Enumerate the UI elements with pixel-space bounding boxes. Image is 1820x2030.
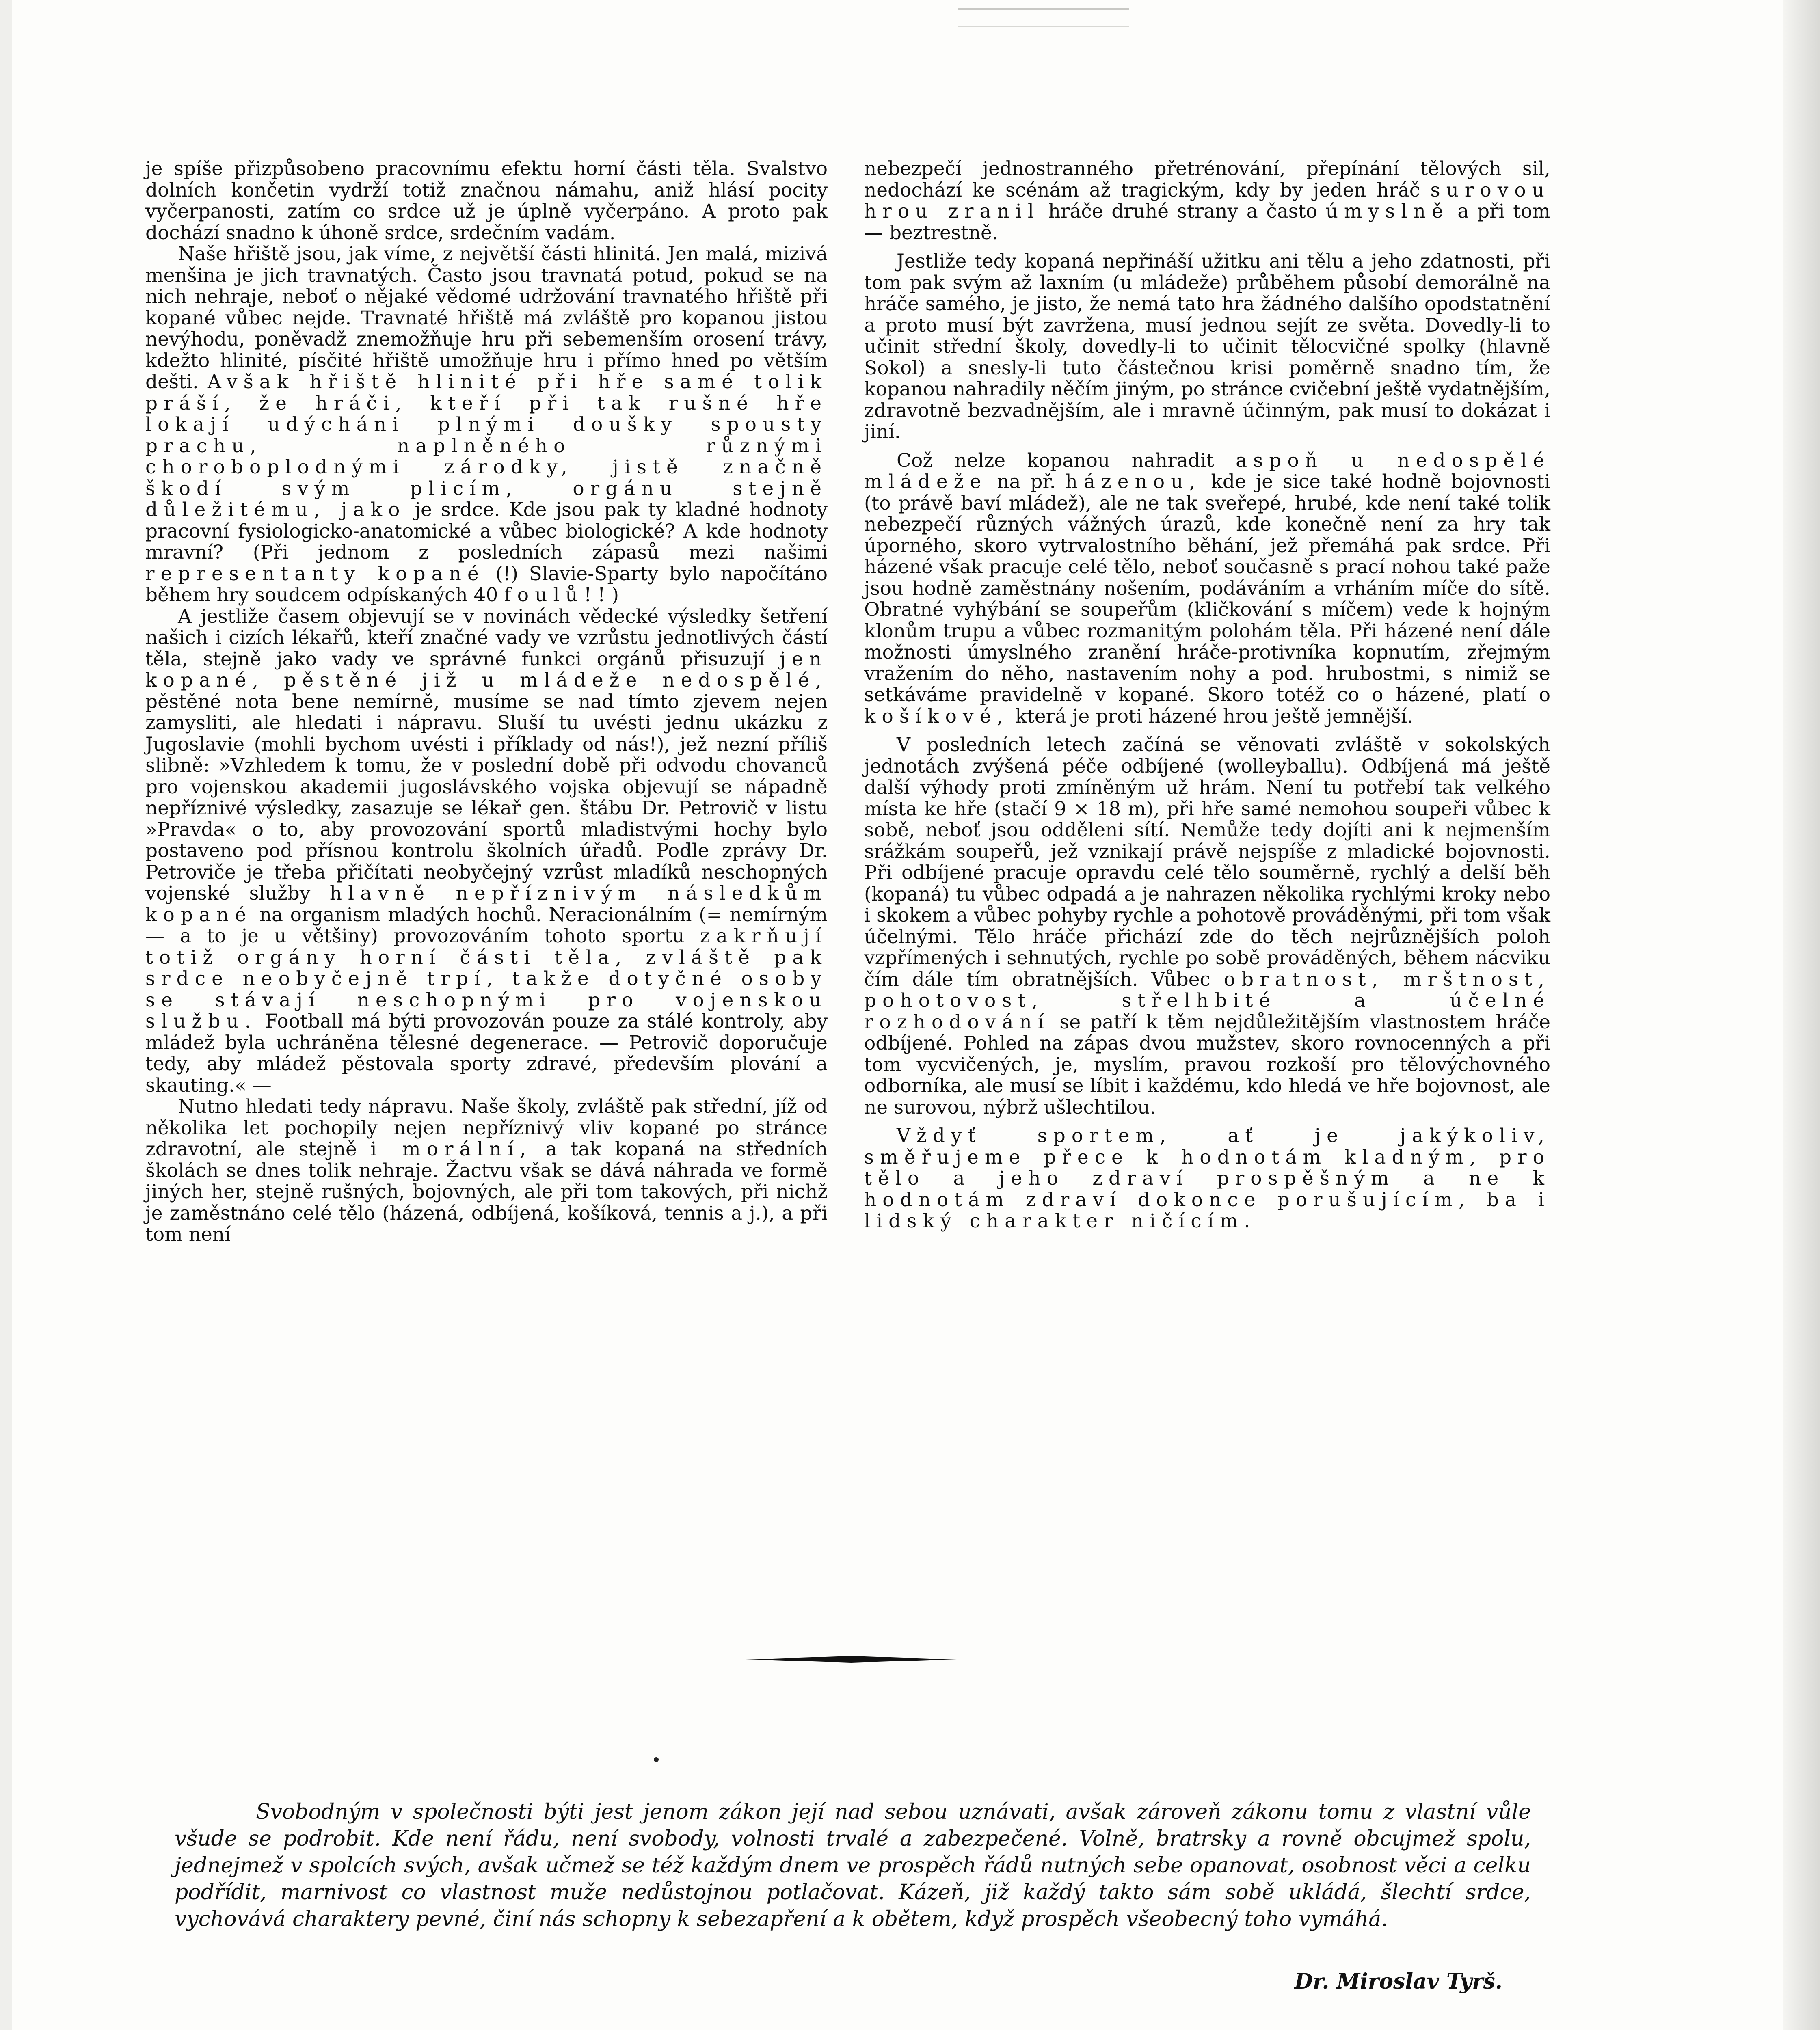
- emphasis-spaced: jen kopané, pěstěné již u mládeže nedospělé,: [145, 648, 828, 691]
- paragraph: A jestliže časem objevují se v novinách vědecké výsledky šetření našich i cizích lékařů, kteří značné vady ve vzrůstu jednotlivých částí těla, stejně jako vady ve správné funkci orgánů přisuzují jen kopané, pěstěné již u mládeže nedospělé, pěstěné nota bene nemírně, musíme se nad tímto zjevem nejen zamysliti, ale hledati i nápravu. Sluší tu uvésti jednu ukázku z Jugoslavie (mohli bychom uvésti i příklady od nás!), jež nezní příliš slibně: »Vzhledem k tomu, že v poslední době při odvodu chovanců pro vojenskou akademii jugoslávského vojska objevují se nápadně nepříznivé výsledky, zasazuje se lékař gen. štábu Dr. Petrovič v listu »Pravda« o to, aby provozování sportů mladistvými hochy bylo postaveno pod přísnou kontrolu školních úřadů. Podle zprávy Dr. Petroviče je třeba přičítati neobyčejný vzrůst mladíků neschopných vojenské služby hlavně nepříznivým následkům kopané na organism mladých hochů. Neracionálním (= nemírným — a to je u většiny) provozováním tohoto sportu zakrňují totiž orgány horní části těla, zvláště pak srdce neobyčejně trpí, takže dotyčné osoby se stávají neschopnými pro vojenskou službu. Football má býti provozován pouze za stálé kontroly, aby mládež byla uchráněna tělesné degenerace. — Petrovič doporučuje tedy, aby mládež pěstovala sporty zdravé, především plování a skauting.« —: [145, 605, 828, 1097]
- tyrs-quote: Svobodným v společnosti býti jest jenom zákon její nad sebou uznávati, avšak zároveň zákonu tomu z vlastní vůle všude se podrobit. Kde není řádu, není svobody, volnosti trvalé a zabezpečené. Volně, bratrsky a rovně obcujmež spolu, jednejmež v spolcích svých, avšak učmež se též každým dnem ve prospěch řádů nutných sebe opanovat, osobnost věci a celku podřídit, marnivost co vlastnost muže nedůstojnou potlačovat. Kázeň, již každý takto sám sobě ukládá, šlechtí srdce, vychovává charaktery pevné, činí nás schopny k sebezapření a k obětem, když prospěch všeobecný toho vymáhá.: [175, 1800, 1531, 1931]
- emphasis-spaced: aspoň u nedospělé mládeže: [864, 449, 1550, 493]
- emphasis-spaced: surovou hrou zranil: [864, 179, 1550, 222]
- paragraph: nebezpečí jednostranného přetrénování, přepínání tělových sil, nedochází ke scénám až tragickým, kdy by jeden hráč surovou hrou zranil hráče druhé strany a často úmyslně a při tom — beztrestně.: [864, 158, 1550, 244]
- emphasis-spaced: házenou,: [1065, 471, 1202, 493]
- scan-mark: [958, 8, 1129, 27]
- emphasis-spaced: Avšak hřiště hlinité při hře samé tolik práší, že hráči, kteří při tak rušné hře lokají udýcháni plnými doušky spousty prachu, naplněného různými choroboplodnými zárodky, jistě značně škodí svým plicím, orgánu stejně důležitému, jako: [145, 371, 828, 521]
- right-column: [864, 158, 1550, 1232]
- quote-author: Dr. Miroslav Tyrš.: [1294, 1969, 1502, 1994]
- paragraph: V posledních letech začíná se věnovati zvláště v sokolských jednotách zvýšená péče odbíjené (wolleyballu). Odbíjená má ještě další výhody proti zmíněným už hrám. Není tu potřebí tak velkého místa ke hře (stačí 9 × 18 m), při hře samé nemohou soupeři vůbec k sobě, neboť jsou odděleni sítí. Nemůže tedy dojíti ani k nejmenším srážkám soupeřů, jež vznikají právě nejspíše z mladické bojovnosti. Při odbíjené pracuje opravdu celé tělo souměrně, rychlý a delší běh (kopaná) tu vůbec odpadá a je nahrazen několika rychlými kroky nebo i skokem a vůbec pohyby rychle a pohotově prováděnými, při tom však účelnými. Tělo hráče přichází zde do těch nejrůznějších poloh vzpřímených i sehnutých, rychle po sobě prováděných, během nácviku čím dále tím obratnějších. Vůbec obratnost, mrštnost, pohotovost, střelhbité a účelné rozhodování se patří k těm nejdůležitějším vlastnostem hráče odbíjené. Pohled na zápas dvou mužstev, skoro rovnocenných a při tom vycvičených, je, myslím, pravou rozkoší pro tělovýchovného odborníka, ale musí se líbit i každému, kdo hledá ve hře bojovnost, ale ne surovou, nýbrž ušlechtilou.: [864, 734, 1550, 1119]
- paragraph: je spíše přizpůsobeno pracovnímu efektu horní části těla. Svalstvo dolních končetin vydrží totiž značnou námahu, aniž hlásí pocity vyčerpanosti, zatím co srdce už je úplně vyčerpáno. A proto pak dochází snadno k úhoně srdce, srdečním vadám.: [145, 158, 828, 244]
- page-edge-left: [0, 0, 12, 2030]
- emphasis-spaced: representanty kopané: [145, 562, 485, 585]
- emphasis-spaced: zakrňují totiž orgány horní části těla, zvláště pak srdce neobyčejně trpí, takže dotyčné osoby se stávají neschopnými pro vojenskou službu.: [145, 925, 828, 1032]
- emphasis-spaced: i morální,: [370, 1138, 532, 1160]
- page-edge-right: [1783, 0, 1820, 2030]
- decorative-dot: [654, 1757, 659, 1762]
- paragraph: Nutno hledati tedy nápravu. Naše školy, zvláště pak střední, jíž od několika let pochopily nejen nepříznivý vliv kopané po stránce zdravotní, ale stejně i morální, a tak kopaná na středních školách se dnes tolik nehraje. Žactvu však se dává náhrada ve formě jiných her, stejně rušných, bojovných, ale při tom takových, při nichž je zaměstnáno celé tělo (házená, odbíjená, košíková, tennis a j.), a při tom není: [145, 1095, 828, 1246]
- emphasis-spaced: hlavně nepříznivým následkům kopané: [145, 882, 828, 926]
- paragraph: [864, 1125, 1550, 1232]
- section-divider: [746, 1655, 957, 1664]
- paragraph: Jestliže tedy kopaná nepřináší užitku ani tělu a jeho zdatnosti, při tom pak svým až laxním (u mládeže) průběhem působí demorálně na hráče samého, je jisto, že nemá tato hra žádného dalšího opodstatnění a proto musí být zavržena, musí jednou sejít ze světa. Dovedly-li to učinit střední školy, dovedly-li to učinit tělocvičné spolky (hlavně Sokol) a snesly-li tuto částečnou krisi poměrně snadno tím, že kopanou nahradily něčím jiným, po stránce cvičební ještě vydatnějším, zdravotně bezvadnějším, ale i mravně účinným, pak musí to dokázat i jiní.: [864, 250, 1550, 443]
- paragraph: Naše hřiště jsou, jak víme, z největší části hlinitá. Jen malá, mizivá menšina je jich travnatých. Často jsou travnatá potud, pokud se na nich nehraje, neboť o nějaké vědomé udržování travnatého hřiště při kopané vůbec nejde. Travnaté hřiště má zvláště pro kopanou jistou nevýhodu, poněvadž znemožňuje hru při sebemenším orosení trávy, kdežto hlinité, písčité hřiště umožňuje hru i přímo hned po větším dešti. Avšak hřiště hlinité při hře samé tolik práší, že hráči, kteří při tak rušné hře lokají udýcháni plnými doušky spousty prachu, naplněného různými choroboplodnými zárodky, jistě značně škodí svým plicím, orgánu stejně důležitému, jako je srdce. Kde jsou pak ty kladné hodnoty pracovní fysiologicko-anatomické a vůbec biologické? A kde hodnoty mravní? (Při jednom z posledních zápasů mezi našimi representanty kopané (!) Slavie-Sparty bylo napočítáno během hry soudcem odpískaných 40 foulů!!): [145, 243, 828, 606]
- paragraph: Což nelze kopanou nahradit aspoň u nedospělé mládeže na př. házenou, kde je sice také hodně bojovnosti (to právě baví mládež), ale ne tak sveřepé, hrubé, kde není také tolik nebezpečí různých vážných úrazů, kde konečně není za hry tak úporného, skoro vytrvalostního běhání, jež přemáhá pak srdce. Při házené však pracuje celé tělo, neboť současně s prací nohou také paže jsou hodně zaměstnány nošením, podáváním a vrháním míče do sítě. Obratné vyhýbání se soupeřům (kličkování s míčem) vede k hojným klonům trupu a vůbec rozmanitým polohám těla. Při házené není dále možnosti úmyslného zranění hráče-protivníka kopnutím, zřejmým vražením do něho, nastavením nohy a pod. hrubostmi, s nimiž se setkáváme pravidelně v kopané. Skoro totéž co o házené, platí o košíkové, která je proti házené hrou ještě jemnější.: [864, 449, 1550, 728]
- emphasis-spaced: úmyslně: [1325, 200, 1449, 222]
- emphasis-spaced: košíkové,: [864, 705, 1009, 728]
- emphasis-spaced: foulů!!): [504, 584, 625, 606]
- left-column: [145, 158, 828, 1246]
- emphasis-spaced: Vždyť sportem, ať je jakýkoliv, směřujeme přece k hodnotám kladným, pro tělo a jeho zdraví prospěšným a ne k hodnotám zdraví dokonce porušujícím, ba i lidský charakter ničícím.: [864, 1125, 1550, 1232]
- emphasis-spaced: obratnost, mrštnost, pohotovost, střelhbité a účelné rozhodování: [864, 968, 1550, 1033]
